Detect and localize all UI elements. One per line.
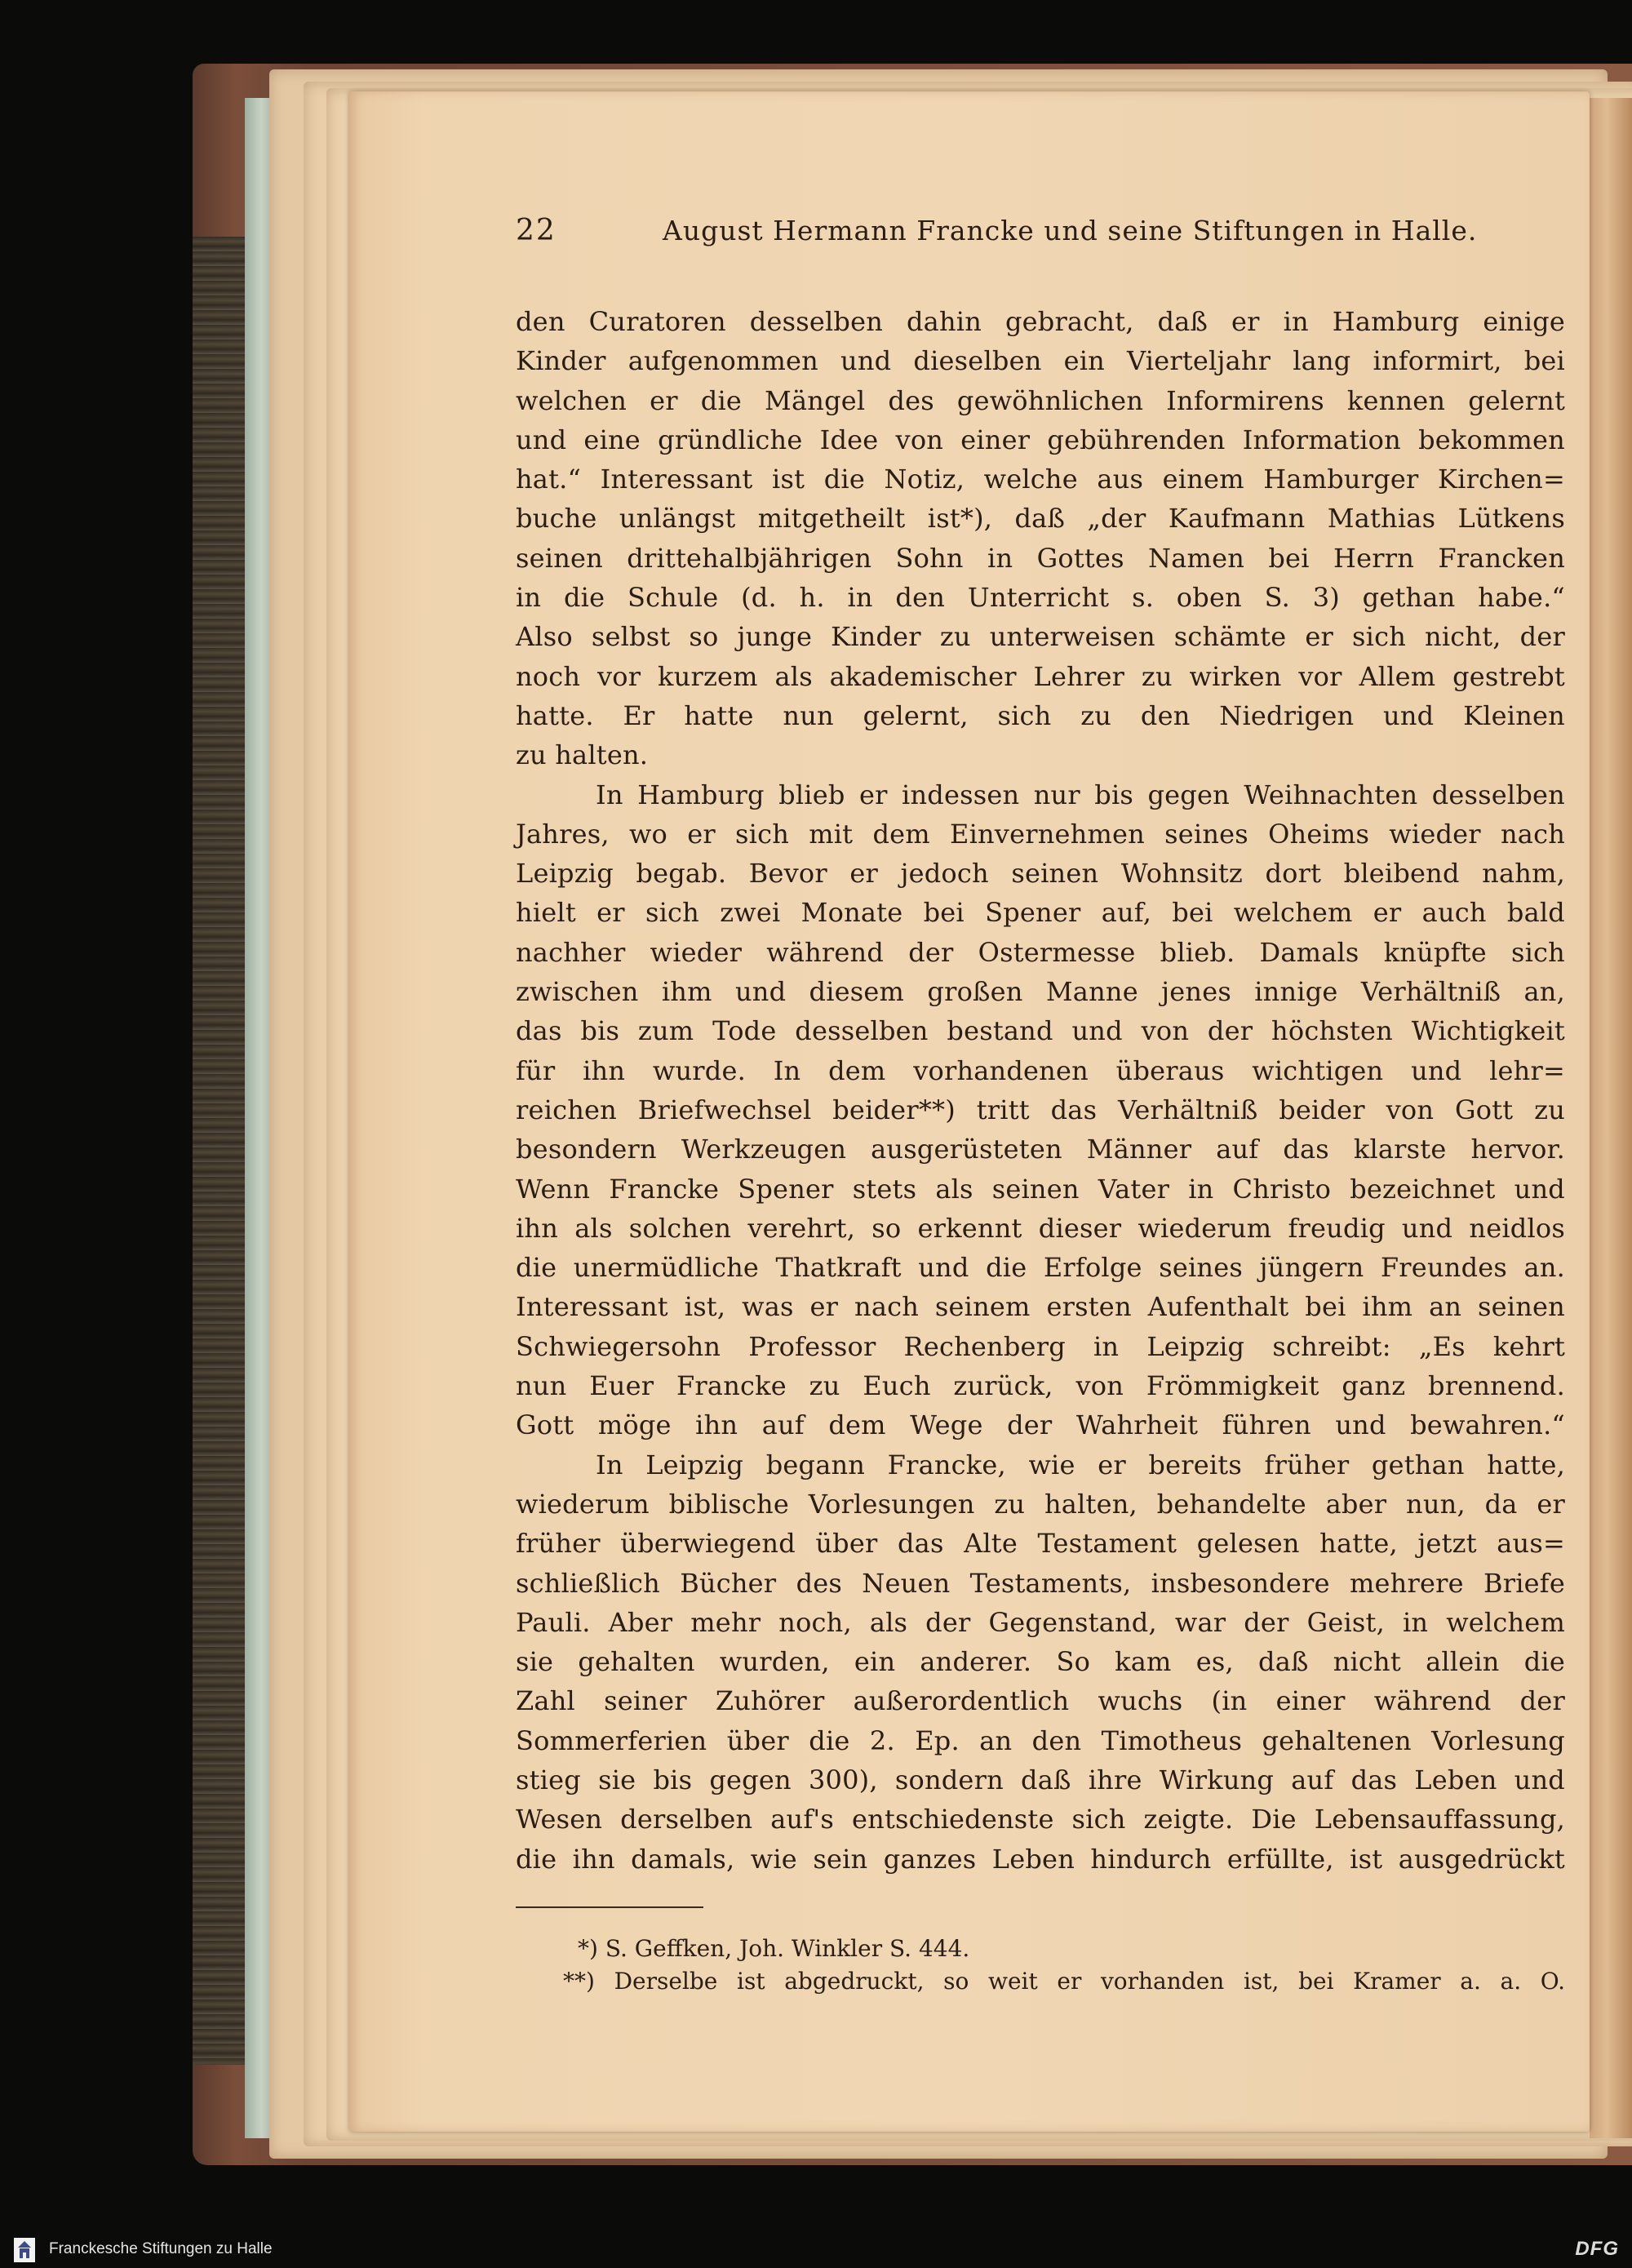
text-line: hielt er sich zwei Monate bei Spener auf, bei welchem er auch bald <box>516 897 1565 929</box>
text-line: schließlich Bücher des Neuen Testaments, insbesondere mehrere Briefe <box>516 1567 1565 1599</box>
text-line: den Curatoren desselben dahin gebracht, daß er in Hamburg einige <box>516 306 1565 337</box>
text-line: Kinder aufgenommen und dieselben ein Vierteljahr lang informirt, bei <box>516 345 1565 377</box>
text-line: früher überwiegend über das Alte Testament gelesen hatte, jetzt aus= <box>516 1528 1565 1560</box>
text-line: Interessant ist, was er nach seinem ersten Aufenthalt bei ihm an seinen <box>516 1291 1565 1323</box>
text-line: ihn als solchen verehrt, so erkennt dieser wiederum freudig und neidlos <box>516 1212 1565 1244</box>
text-line: Jahres, wo er sich mit dem Einvernehmen seines Oheims wieder nach <box>516 818 1565 850</box>
text-line: Also selbst so junge Kinder zu unterweisen schämte er sich nicht, der <box>516 621 1565 653</box>
text-line: zwischen ihm und diesem großen Manne jenes innige Verhältniß an, <box>516 976 1565 1008</box>
text-line: seinen drittehalbjährigen Sohn in Gottes Namen bei Herrn Francken <box>516 542 1565 574</box>
running-head-title: August Hermann Francke und seine Stiftungen in Halle. <box>663 215 1478 246</box>
text-line: wiederum biblische Vorlesungen zu halten, behandelte aber nun, da er <box>516 1488 1565 1520</box>
text-line: Wenn Francke Spener stets als seinen Vater in Christo bezeichnet und <box>516 1173 1565 1205</box>
page-text <box>516 214 1565 1998</box>
text-line: nachher wieder während der Ostermesse blieb. Damals knüpfte sich <box>516 936 1565 968</box>
facing-page-edge <box>1590 98 1632 2138</box>
text-line: reichen Briefwechsel beider**) tritt das Verhältniß beider von Gott zu <box>516 1094 1565 1125</box>
text-line: Wesen derselben auf's entschiedenste sich zeigte. Die Lebensauffassung, <box>516 1804 1565 1835</box>
text-line: hatte. Er hatte nun gelernt, sich zu den Niedrigen und Kleinen <box>516 699 1565 731</box>
text-line: In Hamburg blieb er indessen nur bis gegen Weihnachten desselben <box>596 779 1565 810</box>
text-line: buche unlängst mitgetheilt ist*), daß „der Kaufmann Mathias Lütkens <box>516 503 1565 535</box>
text-line: In Leipzig begann Francke, wie er bereits früher gethan hatte, <box>596 1449 1565 1480</box>
text-line: nun Euer Francke zu Euch zurück, von Frömmigkeit ganz brennend. <box>516 1370 1565 1402</box>
book-spine <box>193 237 250 2065</box>
text-line: zu halten. <box>516 739 649 771</box>
funder-logo: DFG <box>1575 2238 1619 2260</box>
text-line: hat.“ Interessant ist die Notiz, welche aus einem Hamburger Kirchen= <box>516 464 1565 495</box>
text-line: für ihn wurde. In dem vorhandenen überaus wichtigen und lehr= <box>516 1054 1565 1086</box>
institution-name: Franckesche Stiftungen zu Halle <box>49 2240 273 2257</box>
viewer-footer <box>0 2232 1632 2268</box>
text-line: das bis zum Tode desselben bestand und von der höchsten Wichtigkeit <box>516 1015 1565 1047</box>
text-line: stieg sie bis gegen 300), sondern daß ihre Wirkung auf das Leben und <box>516 1764 1565 1795</box>
text-line: Leipzig begab. Bevor er jedoch seinen Wohnsitz dort bleibend nahm, <box>516 858 1565 890</box>
text-line: Gott möge ihn auf dem Wege der Wahrheit führen und bewahren.“ <box>516 1409 1565 1441</box>
text-line: die unermüdliche Thatkraft und die Erfolge seines jüngern Freundes an. <box>516 1252 1565 1284</box>
text-line: die ihn damals, wie sein ganzes Leben hindurch erfüllte, ist ausgedrückt <box>516 1843 1565 1875</box>
text-line: sie gehalten wurden, ein anderer. So kam es, daß nicht allein die <box>516 1646 1565 1678</box>
text-line: Sommerferien über die 2. Ep. an den Timotheus gehaltenen Vorlesung <box>516 1724 1565 1756</box>
text-line: welchen er die Mängel des gewöhnlichen Informirens kennen gelernt <box>516 384 1565 416</box>
page-number: 22 <box>516 214 557 247</box>
text-line: in die Schule (d. h. in den Unterricht s. oben S. 3) gethan habe.“ <box>516 582 1565 614</box>
text-line: und eine gründliche Idee von einer gebührenden Information bekommen <box>516 424 1565 455</box>
text-line: Pauli. Aber mehr noch, als der Gegenstand, war der Geist, in welchem <box>516 1606 1565 1638</box>
page-edge <box>245 98 273 2138</box>
institution-logo-icon <box>10 2235 39 2265</box>
footnote: **) Derselbe ist abgedruckt, so weit er vorhanden ist, bei Kramer a. a. O. <box>563 1967 1565 1995</box>
footnote: *) S. Geffken, Joh. Winkler S. 444. <box>578 1934 970 1962</box>
text-line: Zahl seiner Zuhörer außerordentlich wuchs (in einer während der <box>516 1685 1565 1717</box>
text-line: Schwiegersohn Professor Rechenberg in Leipzig schreibt: „Es kehrt <box>516 1330 1565 1362</box>
text-line: noch vor kurzem als akademischer Lehrer zu wirken vor Allem gestrebt <box>516 660 1565 692</box>
running-head <box>516 214 1565 263</box>
text-line: besondern Werkzeugen ausgerüsteten Männer auf das klarste hervor. <box>516 1134 1565 1165</box>
footnote-divider <box>516 1906 703 1908</box>
body-text <box>516 302 1565 1879</box>
